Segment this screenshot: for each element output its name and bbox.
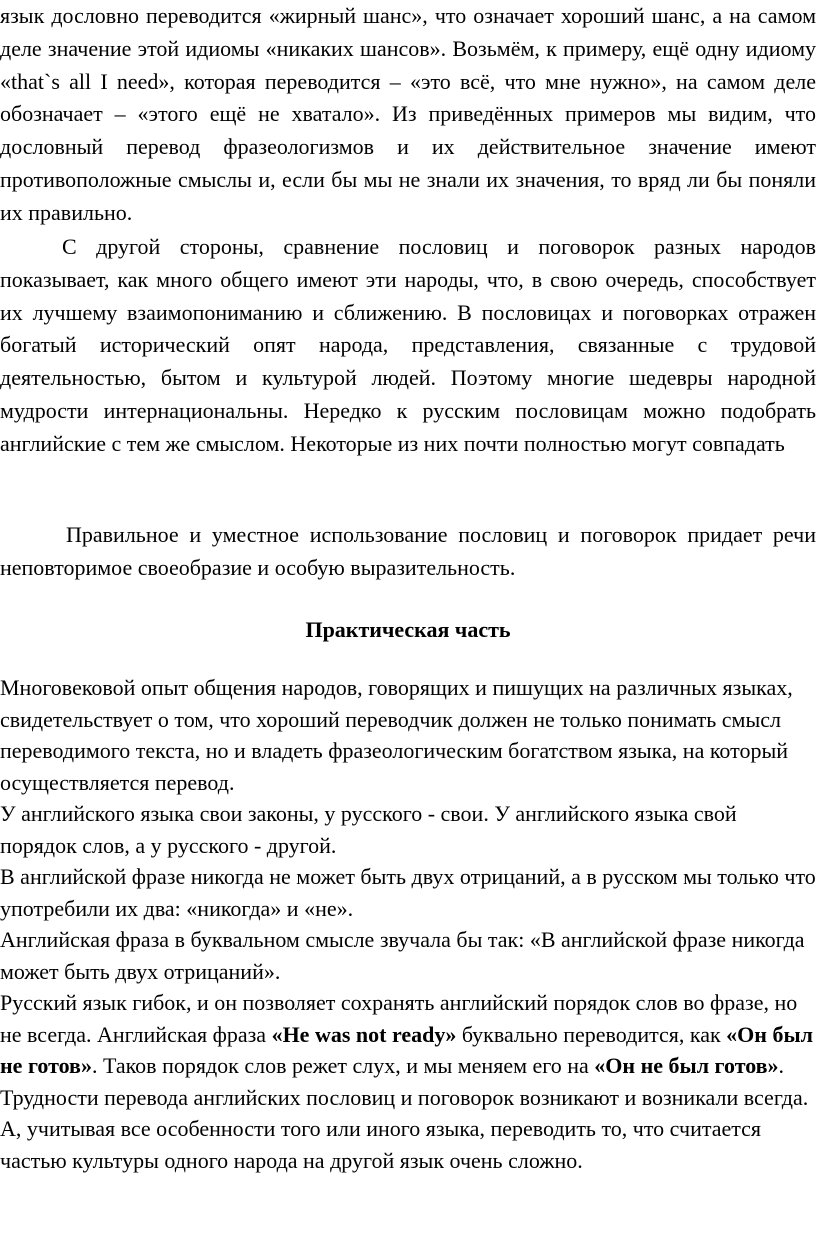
practical-paragraph: Трудности перевода английских пословиц и поговорок возникают и возникали всегда. А, учитывая все особенности того или иного языка, переводить то, что считается частью культуры одного народа на другой язык очень сложно. <box>0 1084 809 1173</box>
text-run: буквально переводится, как <box>456 1021 727 1047</box>
practical-section <box>0 672 816 1176</box>
literal-translation-bold: «Он был не готов» <box>0 1021 813 1078</box>
paragraph-proverbs-comparison: С другой стороны, сравнение пословиц и поговорок разных народов показывает, как много общего имеют эти народы, что, в свою очередь, способствует их лучшему взаимопониманию и сближению. В пословицах и поговорках отражен богатый исторический опят народа, представления, связанные с трудовой деятельностью, бытом и культурой людей. Поэтому многие шедевры народной мудрости интернациональны. Нередко к русским пословицам можно подобрать английские с тем же смыслом. Некоторые из них почти полностью могут совпадать <box>0 234 816 456</box>
section-heading: Практическая часть <box>305 617 511 642</box>
paragraph-idioms: язык дословно переводится «жирный шанс», что означает хороший шанс, а на самом деле значение этой идиомы «никаких шансов». Возьмём, к примеру, ещё одну идиому «that`s all I need», которая переводится – «это всё, что мне нужно», на самом деле обозначает – «этого ещё не хватало». Из приведённых примеров мы видим, что дословный перевод фразеологизмов и их действительное значение имеют противоположные смыслы и, если бы мы не знали их значения, то вряд ли бы поняли их правильно. <box>0 3 816 225</box>
text-run: . Таков порядок слов режет слух, и мы меняем его на <box>91 1053 595 1078</box>
text-run: Русский язык гибок, и он позволяет сохранять английский порядок слов во фразе, но не всегда. Английская фраза <box>0 990 798 1047</box>
practical-paragraph: В английской фразе никогда не может быть двух отрицаний, а в русском мы только что употребили их два: «никогда» и «не». <box>0 864 816 921</box>
paragraph-proverbs-usage: Правильное и уместное использование пословиц и поговорок придает речи неповторимое своеобразие и особую выразительность. <box>0 522 816 580</box>
practical-paragraph: Английская фраза в буквальном смысле звучала бы так: «В английской фразе никогда может быть двух отрицаний». <box>0 927 805 984</box>
practical-paragraph: Многовековой опыт общения народов, говорящих и пишущих на различных языках, свидетельствует о том, что хороший переводчик должен не только понимать смысл переводимого текста, но и владеть фразеологическим богатством языка, на который осуществляется перевод. <box>0 675 793 795</box>
practical-paragraph: У английского языка свои законы, у русского - свои. У английского языка свой порядок слов, а у русского - другой. <box>0 801 737 858</box>
english-phrase-bold: «He was not ready» <box>271 1021 457 1047</box>
practical-paragraph-word-order <box>0 987 816 1082</box>
text-run: . <box>778 1053 785 1078</box>
correct-translation-bold: «Он не был готов» <box>594 1053 779 1078</box>
